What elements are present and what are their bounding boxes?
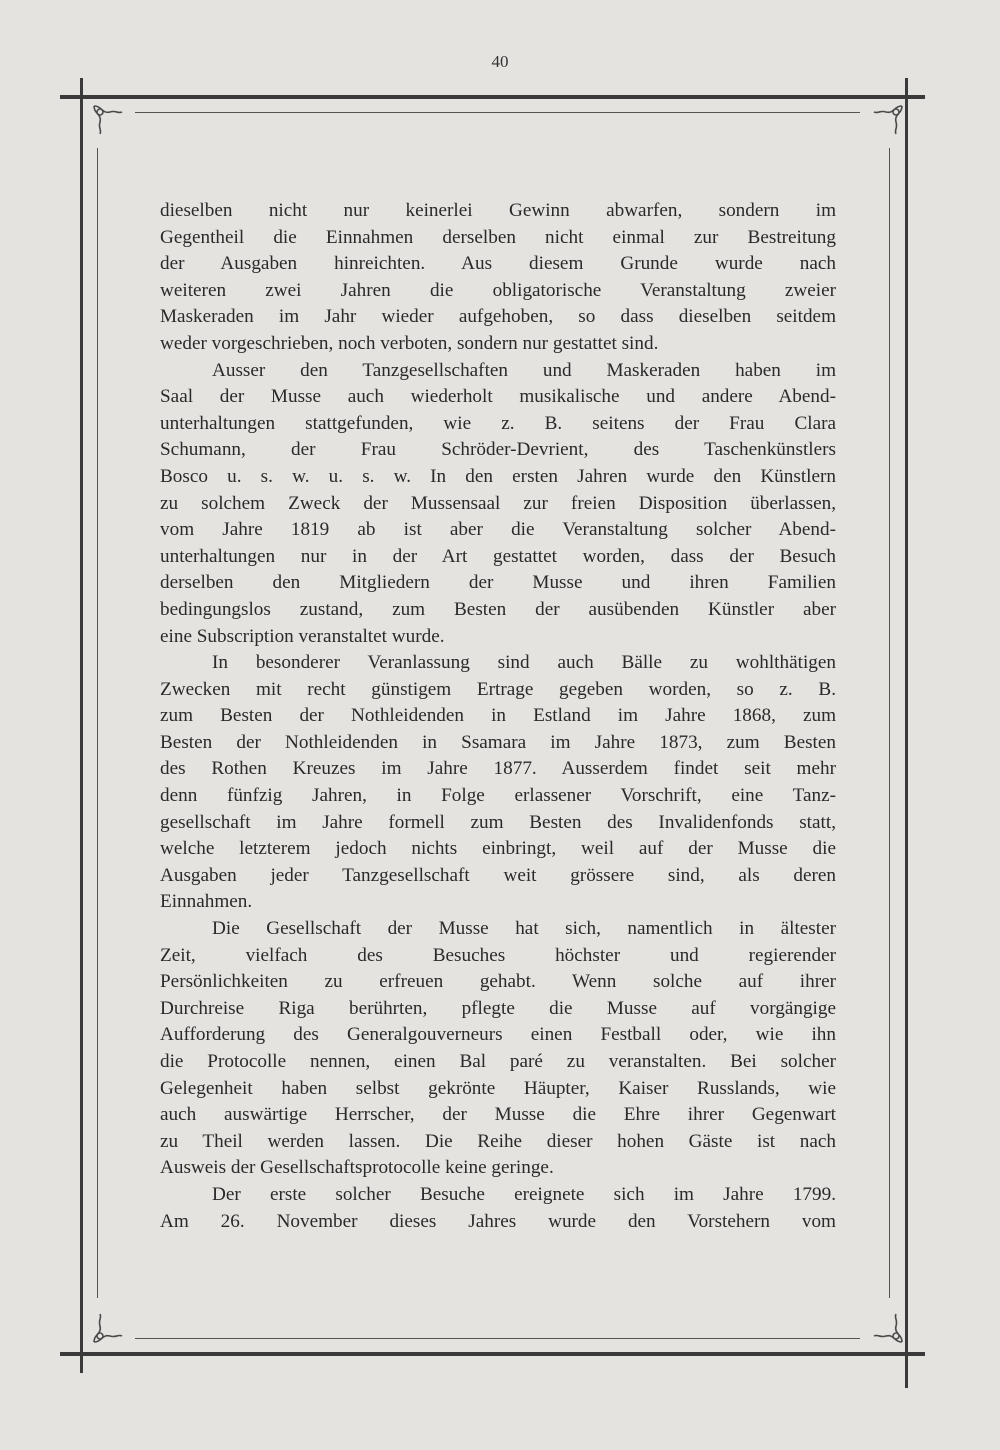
- text-line: zum Besten der Nothleidenden in Estland im Jahre 1868, zum: [160, 705, 836, 727]
- text-line: unterhaltungen nur in der Art gestattet worden, dass der Besuch: [160, 545, 836, 567]
- frame-inner-top-line: [135, 112, 860, 113]
- text-line: Gelegenheit haben selbst gekrönte Häupter, Kaiser Russlands, wie: [160, 1077, 836, 1099]
- corner-flourish-icon: [90, 1312, 124, 1346]
- text-line: weder vorgeschrieben, noch verboten, sondern nur gestattet sind.: [160, 332, 659, 354]
- body-text: [160, 198, 836, 1235]
- text-line: Am 26. November dieses Jahres wurde den Vorstehern vom: [160, 1210, 836, 1232]
- page-number: 40: [491, 52, 509, 71]
- text-line: dieselben nicht nur keinerlei Gewinn abwarfen, sondern im: [160, 200, 836, 221]
- text-line: zu solchem Zweck der Mussensaal zur freien Disposition überlassen,: [160, 492, 836, 514]
- frame-left-rule: [80, 78, 83, 1373]
- text-line: gesellschaft im Jahre formell zum Besten des Invalidenfonds statt,: [160, 811, 836, 833]
- text-line: bedingungslos zustand, zum Besten der ausübenden Künstler aber: [160, 598, 836, 620]
- text-line: Bosco u. s. w. u. s. w. In den ersten Jahren wurde den Künstlern: [160, 465, 836, 487]
- text-line: zu Theil werden lassen. Die Reihe dieser hohen Gäste ist nach: [160, 1130, 836, 1152]
- frame-inner-bottom-line: [135, 1338, 860, 1339]
- text-line: die Protocolle nennen, einen Bal paré zu veranstalten. Bei solcher: [160, 1051, 836, 1072]
- text-line: derselben den Mitgliedern der Musse und ihren Familien: [160, 572, 836, 594]
- text-line: der Ausgaben hinreichten. Aus diesem Grunde wurde nach: [160, 253, 836, 275]
- text-line: Maskeraden im Jahr wieder aufgehoben, so dass dieselben seitdem: [160, 306, 836, 328]
- frame-right-rule: [905, 78, 908, 1388]
- text-line: Ausgaben jeder Tanzgesellschaft weit grössere sind, als deren: [160, 864, 836, 886]
- text-line: welche letzterem jedoch nichts einbringt, weil auf der Musse die: [160, 838, 836, 860]
- text-line: Persönlichkeiten zu erfreuen gehabt. Wenn solche auf ihrer: [160, 971, 836, 993]
- text-line: Ausweis der Gesellschaftsprotocolle keine geringe.: [160, 1157, 554, 1179]
- text-line: Einnahmen.: [160, 891, 253, 913]
- text-line: Aufforderung des Generalgouverneurs einen Festball oder, wie ihn: [160, 1024, 836, 1046]
- corner-flourish-icon: [872, 1312, 906, 1346]
- text-line: vom Jahre 1819 ab ist aber die Veranstaltung solcher Abend-: [160, 519, 836, 541]
- frame-inner-left-line: [97, 148, 98, 1298]
- text-line: auch auswärtige Herrscher, der Musse die Ehre ihrer Gegenwart: [160, 1104, 836, 1126]
- text-line: Zwecken mit recht günstigem Ertrage gegeben worden, so z. B.: [160, 678, 836, 700]
- frame-bottom-rule: [60, 1352, 925, 1356]
- text-line: Saal der Musse auch wiederholt musikalische und andere Abend-: [160, 386, 836, 408]
- text-line: Schumann, der Frau Schröder-Devrient, des Taschenkünstlers: [160, 439, 836, 461]
- text-line: Besten der Nothleidenden in Ssamara im Jahre 1873, zum Besten: [160, 731, 836, 753]
- text-line: Ausser den Tanzgesellschaften und Maskeraden haben im: [212, 359, 836, 381]
- text-line: Zeit, vielfach des Besuches höchster und regierender: [160, 944, 836, 966]
- text-line: unterhaltungen stattgefunden, wie z. B. seitens der Frau Clara: [160, 412, 836, 434]
- text-line: Gegentheil die Einnahmen derselben nicht einmal zur Bestreitung: [160, 226, 836, 248]
- corner-flourish-icon: [872, 102, 906, 136]
- text-line: denn fünfzig Jahren, in Folge erlassener Vorschrift, eine Tanz-: [160, 785, 836, 807]
- text-line: des Rothen Kreuzes im Jahre 1877. Ausserdem findet seit mehr: [160, 758, 836, 780]
- text-line: In besonderer Veranlassung sind auch Bälle zu wohlthätigen: [212, 652, 836, 674]
- corner-flourish-icon: [90, 102, 124, 136]
- text-line: Durchreise Riga berührten, pflegte die Musse auf vorgängige: [160, 997, 836, 1019]
- text-line: weiteren zwei Jahren die obligatorische Veranstaltung zweier: [160, 279, 836, 301]
- frame-inner-right-line: [889, 148, 890, 1298]
- frame-top-rule: [60, 95, 925, 99]
- text-line: Der erste solcher Besuche ereignete sich im Jahre 1799.: [212, 1183, 836, 1205]
- text-line: eine Subscription veranstaltet wurde.: [160, 625, 445, 647]
- text-line: Die Gesellschaft der Musse hat sich, namentlich in ältester: [212, 918, 836, 940]
